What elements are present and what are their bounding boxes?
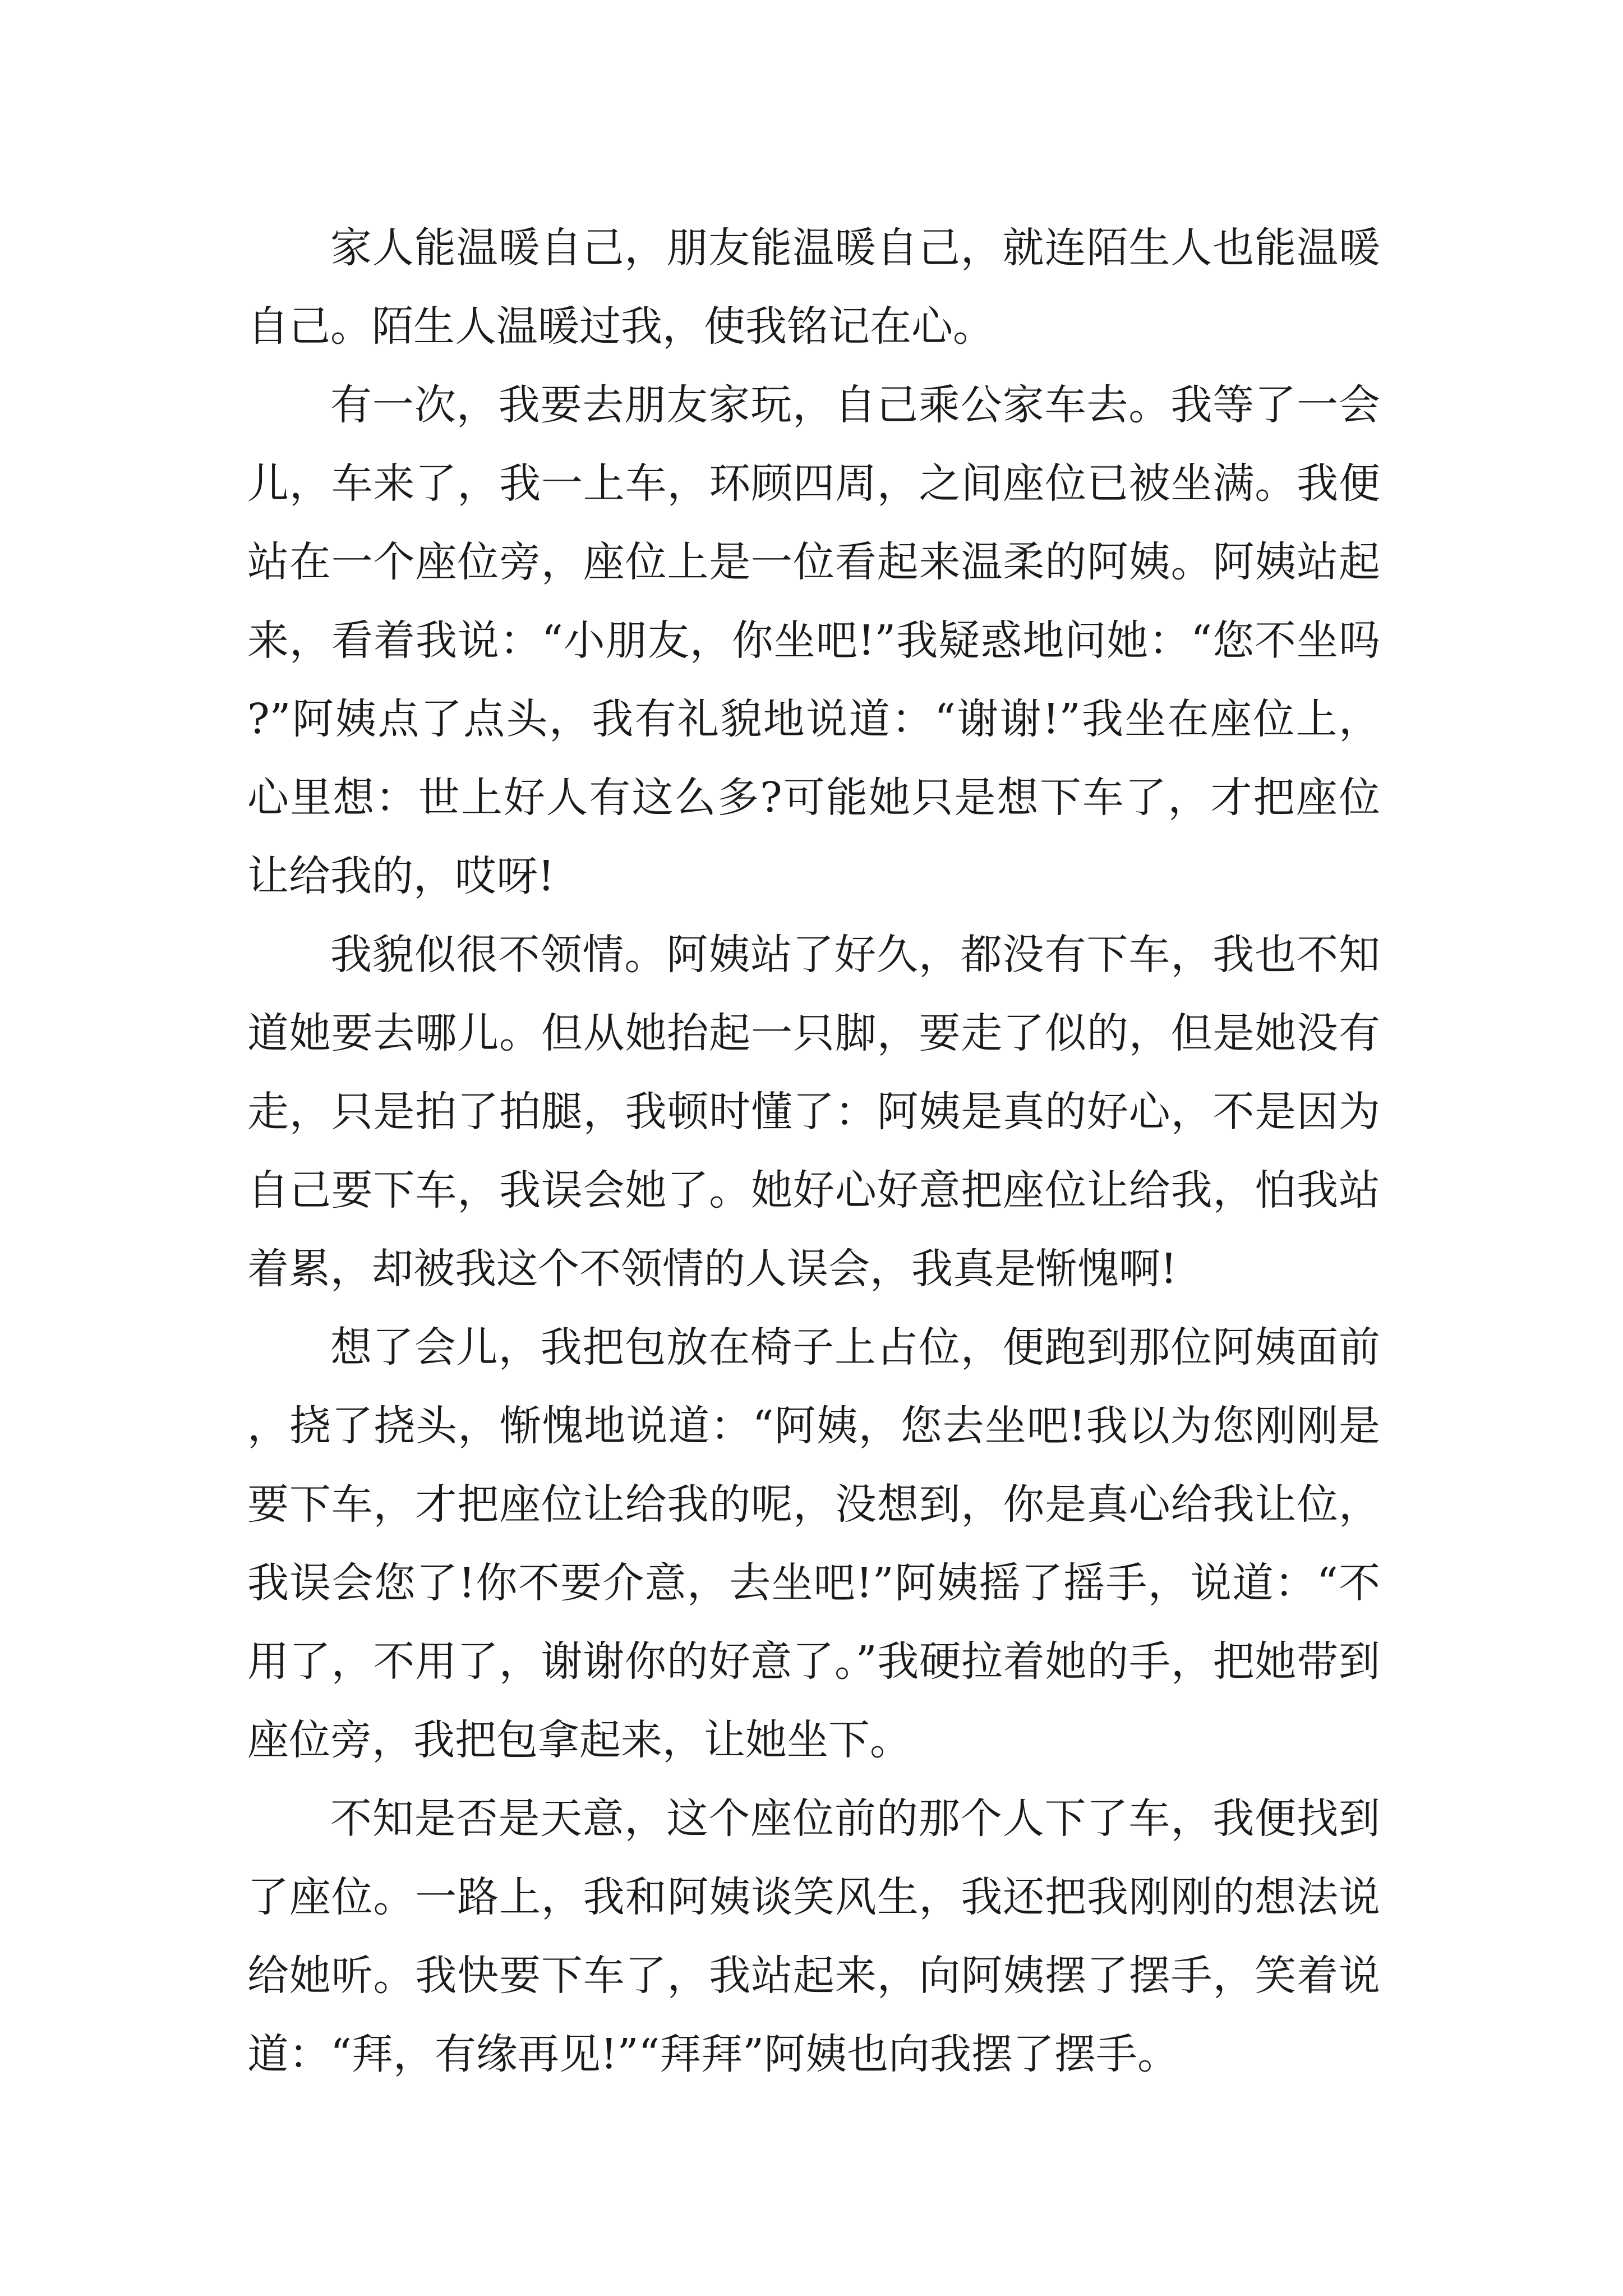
paragraph-4: 想了会儿，我把包放在椅子上占位，便跑到那位阿姨面前，挠了挠头，惭愧地说道：“阿姨，您去坐吧!我以为您刚刚是要下车，才把座位让给我的呢，没想到，你是真心给我让位，我误会您了!你不要介意，去坐吧!”阿姨摇了摇手，说道：“不用了，不用了，谢谢你的好意了。”我硬拉着她的手，把她带到座位旁，我把包拿起来，让她坐下。 — [247, 1323, 1380, 1764]
paragraph-1: 家人能温暖自己，朋友能温暖自己，就连陌生人也能温暖自己。陌生人温暖过我，使我铭记在心。 — [247, 224, 1380, 351]
paragraph-5: 不知是否是天意，这个座位前的那个人下了车，我便找到了座位。一路上，我和阿姨谈笑风生，我还把我刚刚的想法说给她听。我快要下车了，我站起来，向阿姨摆了摆手，笑着说道：“拜，有缘再见!”“拜拜”阿姨也向我摆了摆手。 — [247, 1795, 1380, 2078]
paragraph-2: 有一次，我要去朋友家玩，自己乘公家车去。我等了一会儿，车来了，我一上车，环顾四周，之间座位已被坐满。我便站在一个座位旁，座位上是一位看起来温柔的阿姨。阿姨站起来，看着我说：“小朋友，你坐吧!”我疑惑地问她：“您不坐吗?”阿姨点了点头，我有礼貌地说道：“谢谢!”我坐在座位上，心里想：世上好人有这么多?可能她只是想下车了，才把座位让给我的，哎呀! — [247, 381, 1380, 900]
essay-body — [247, 209, 1380, 2093]
paragraph-3: 我貌似很不领情。阿姨站了好久，都没有下车，我也不知道她要去哪儿。但从她抬起一只脚，要走了似的，但是她没有走，只是拍了拍腿，我顿时懂了：阿姨是真的好心，不是因为自己要下车，我误会她了。她好心好意把座位让给我，怕我站着累，却被我这个不领情的人误会，我真是惭愧啊! — [247, 931, 1380, 1293]
